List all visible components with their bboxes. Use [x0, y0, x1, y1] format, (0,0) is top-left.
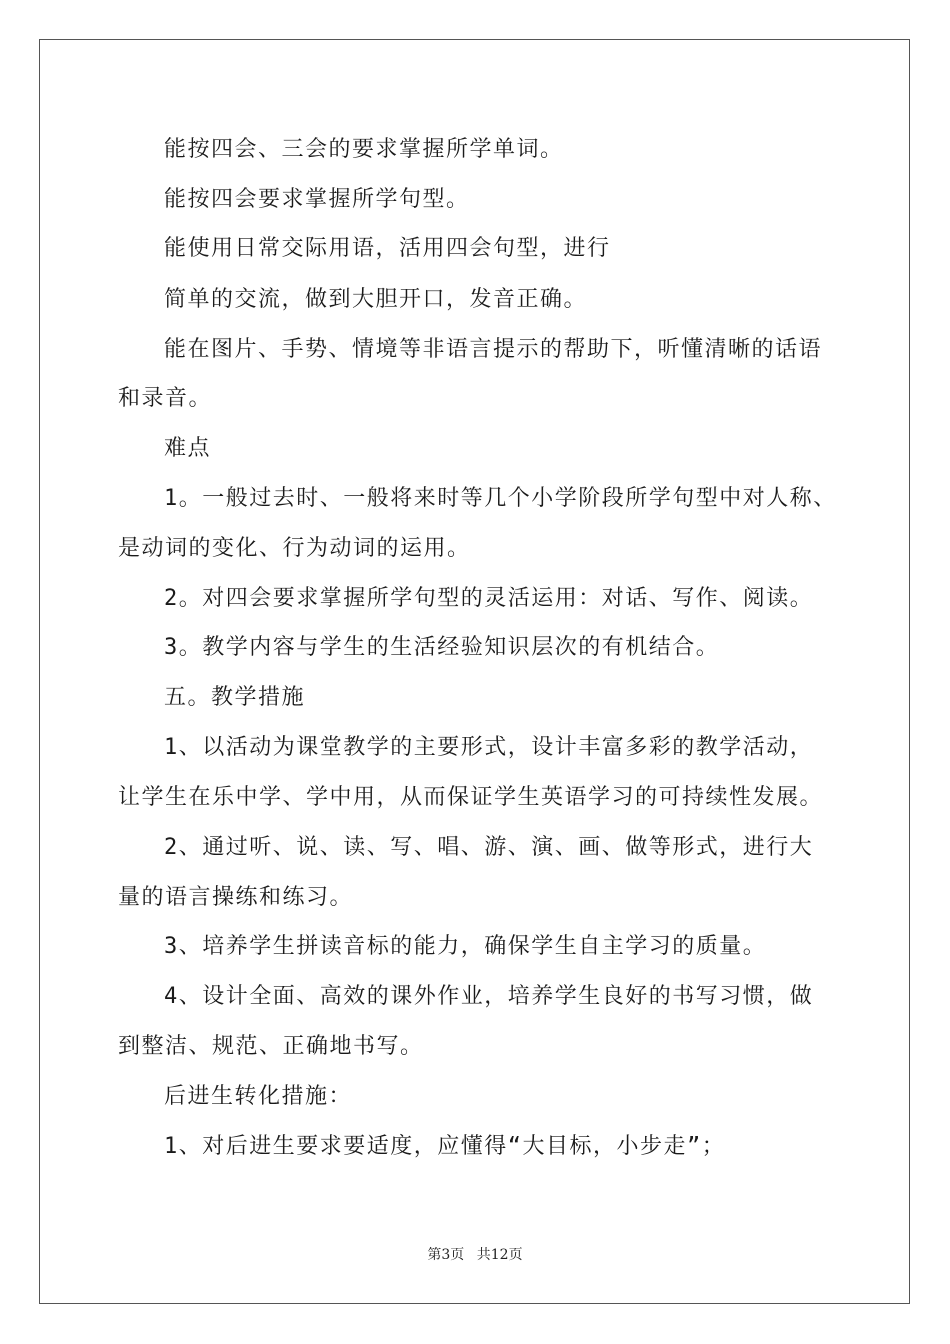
- body-line: 1。一般过去时、一般将来时等几个小学阶段所学句型中对人称、: [164, 486, 837, 511]
- page-border: [39, 39, 910, 1304]
- body-line: 能使用日常交际用语，活用四会句型，进行: [164, 236, 611, 261]
- body-line: 2、通过听、说、读、写、唱、游、演、画、做等形式，进行大: [164, 835, 814, 860]
- body-line: 能按四会、三会的要求掌握所学单词。: [164, 137, 564, 162]
- body-line: 到整洁、规范、正确地书写。: [118, 1034, 424, 1059]
- body-line: 能按四会要求掌握所学句型。: [164, 187, 470, 212]
- body-line: 量的语言操练和练习。: [118, 885, 354, 910]
- body-line: 能在图片、手势、情境等非语言提示的帮助下，听懂清晰的话语: [164, 337, 823, 362]
- body-line: 和录音。: [118, 386, 213, 411]
- section-heading: 难点: [164, 436, 212, 461]
- body-line: 1、对后进生要求要适度，应懂得“大目标，小步走”；: [164, 1134, 726, 1159]
- body-line: 2。对四会要求掌握所学句型的灵活运用：对话、写作、阅读。: [164, 586, 814, 611]
- body-line: 3、培养学生拼读音标的能力，确保学生自主学习的质量。: [164, 934, 767, 959]
- body-line: 4、设计全面、高效的课外作业，培养学生良好的书写习惯，做: [164, 984, 814, 1009]
- page-total: 共12页: [476, 1247, 523, 1263]
- body-line: 让学生在乐中学、学中用，从而保证学生英语学习的可持续性发展。: [118, 785, 824, 810]
- body-line: 3。教学内容与学生的生活经验知识层次的有机结合。: [164, 635, 720, 660]
- page-footer: [0, 1246, 950, 1264]
- body-line: 是动词的变化、行为动词的运用。: [118, 536, 471, 561]
- page-number: 第3页: [427, 1247, 465, 1263]
- body-line: 1、以活动为课堂教学的主要形式，设计丰富多彩的教学活动，: [164, 735, 814, 760]
- section-heading: 后进生转化措施：: [164, 1084, 353, 1109]
- section-heading: 五。教学措施: [164, 685, 306, 710]
- body-line: 简单的交流，做到大胆开口，发音正确。: [164, 287, 588, 312]
